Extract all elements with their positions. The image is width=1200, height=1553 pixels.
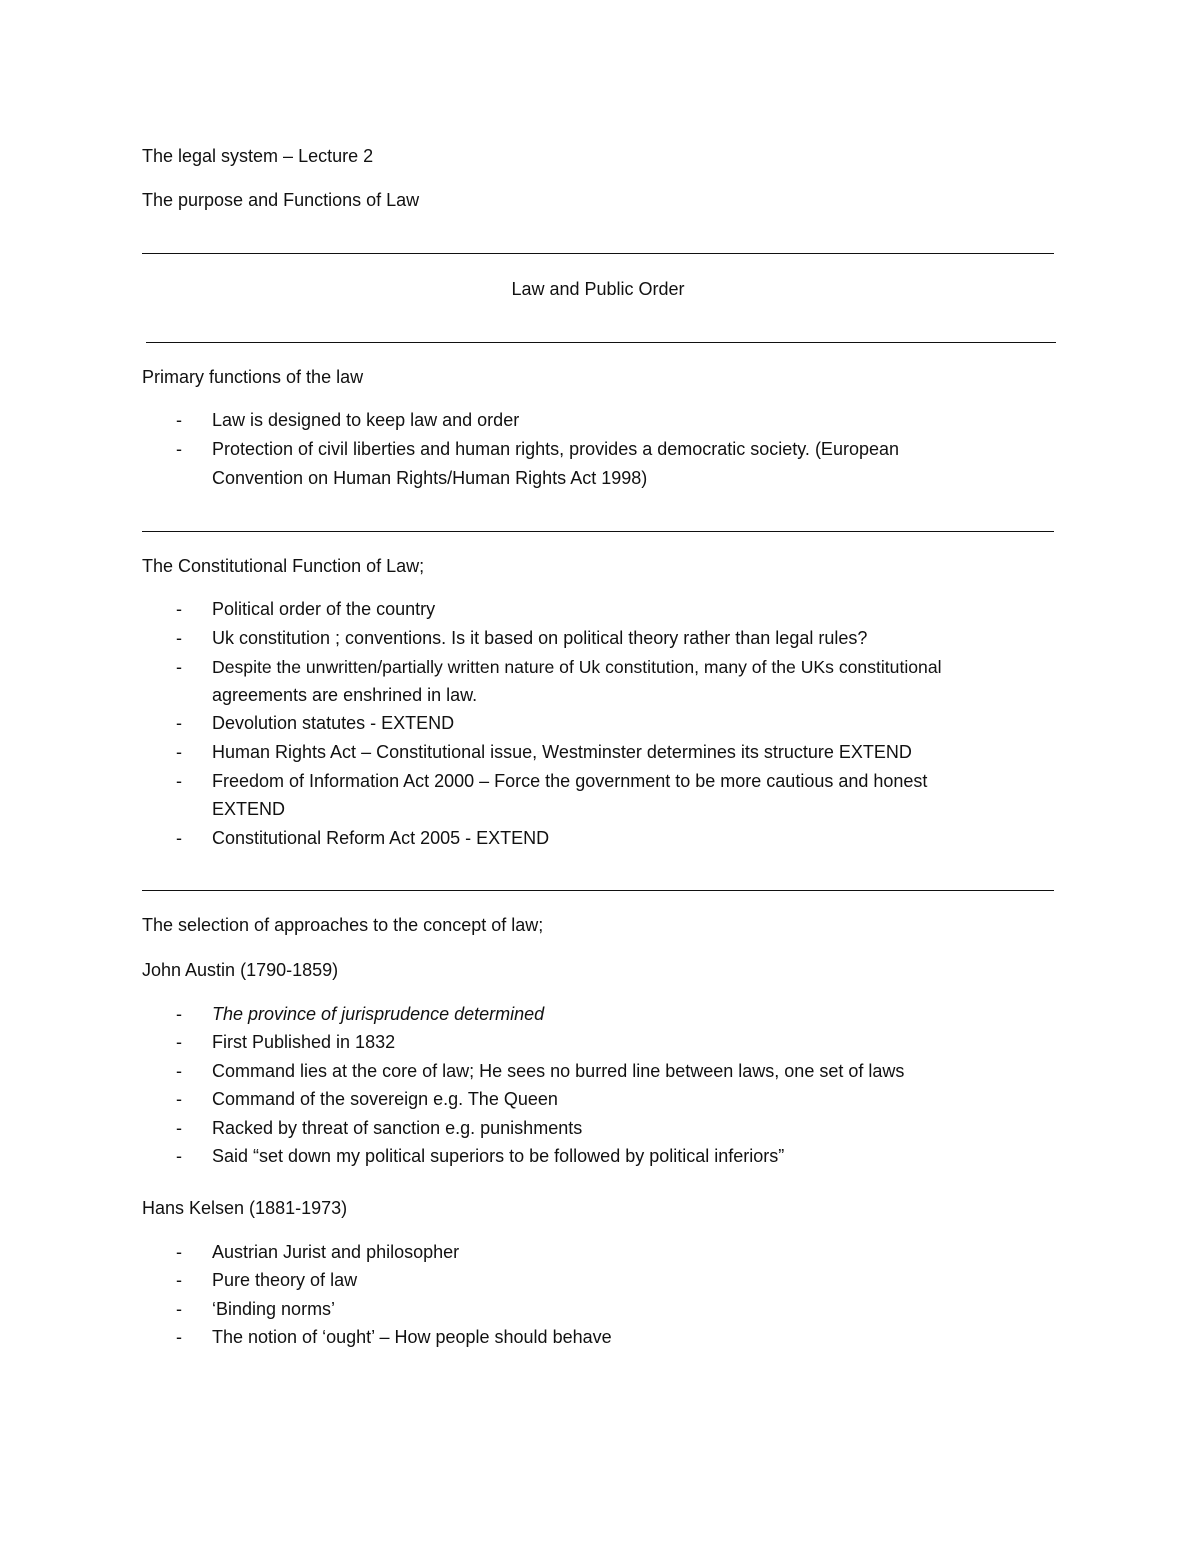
list-bullet: - — [176, 439, 182, 459]
list-item: Human Rights Act – Constitutional issue, Westminster determines its structure EXTEND — [212, 742, 912, 762]
list-bullet: - — [176, 828, 182, 848]
list-bullet: - — [176, 1004, 182, 1024]
list-item: Command of the sovereign e.g. The Queen — [212, 1089, 558, 1109]
list-bullet: - — [176, 599, 182, 619]
list-item: First Published in 1832 — [212, 1032, 396, 1052]
list-item-continuation: agreements are enshrined in law. — [212, 685, 478, 705]
list-item: Racked by threat of sanction e.g. punishments — [212, 1118, 583, 1138]
horizontal-rule-top — [142, 253, 1054, 254]
horizontal-rule-bottom — [146, 342, 1056, 343]
list-bullet: - — [176, 713, 182, 733]
list-bullet: - — [176, 1061, 182, 1081]
list-item: ‘Binding norms’ — [212, 1299, 336, 1319]
list-bullet: - — [176, 771, 182, 791]
list-bullet: - — [176, 1270, 182, 1290]
list-item: Said “set down my political superiors to be followed by political inferiors” — [212, 1146, 785, 1166]
list-bullet: - — [176, 1032, 182, 1052]
list-bullet: - — [176, 628, 182, 648]
document-subtitle: The purpose and Functions of Law — [142, 190, 420, 210]
list-bullet: - — [176, 742, 182, 762]
list-item: Uk constitution ; conventions. Is it based on political theory rather than legal rules? — [212, 628, 868, 648]
list-item: Constitutional Reform Act 2005 - EXTEND — [212, 828, 550, 848]
primary-functions-heading: Primary functions of the law — [142, 367, 364, 387]
document-title: The legal system – Lecture 2 — [142, 146, 374, 166]
list-item: Despite the unwritten/partially written nature of Uk constitution, many of the UKs constitutional — [212, 657, 942, 677]
list-item-book-title: The province of jurisprudence determined — [212, 1004, 545, 1024]
list-item: Pure theory of law — [212, 1270, 358, 1290]
john-austin-heading: John Austin (1790-1859) — [142, 960, 339, 980]
list-item: Freedom of Information Act 2000 – Force the government to be more cautious and honest — [212, 771, 928, 791]
hans-kelsen-heading: Hans Kelsen (1881-1973) — [142, 1198, 348, 1218]
list-bullet: - — [176, 1089, 182, 1109]
list-bullet: - — [176, 410, 182, 430]
list-item-continuation: Convention on Human Rights/Human Rights Act 1998) — [212, 468, 648, 488]
list-bullet: - — [176, 1327, 182, 1347]
horizontal-rule — [142, 531, 1054, 532]
list-item: Austrian Jurist and philosopher — [212, 1242, 460, 1262]
list-bullet: - — [176, 1118, 182, 1138]
list-item: Devolution statutes - EXTEND — [212, 713, 455, 733]
horizontal-rule — [142, 890, 1054, 891]
list-bullet: - — [176, 1299, 182, 1319]
list-item: Protection of civil liberties and human rights, provides a democratic society. (European — [212, 439, 899, 459]
approaches-heading: The selection of approaches to the concept of law; — [142, 915, 544, 935]
section-banner-title: Law and Public Order — [511, 279, 685, 299]
list-item: Command lies at the core of law; He sees no burred line between laws, one set of laws — [212, 1061, 905, 1081]
list-bullet: - — [176, 657, 182, 677]
list-bullet: - — [176, 1146, 182, 1166]
list-bullet: - — [176, 1242, 182, 1262]
list-item-continuation: EXTEND — [212, 799, 286, 819]
list-item: The notion of ‘ought’ – How people should behave — [212, 1327, 612, 1347]
list-item: Political order of the country — [212, 599, 436, 619]
constitutional-function-heading: The Constitutional Function of Law; — [142, 556, 425, 576]
list-item: Law is designed to keep law and order — [212, 410, 520, 430]
